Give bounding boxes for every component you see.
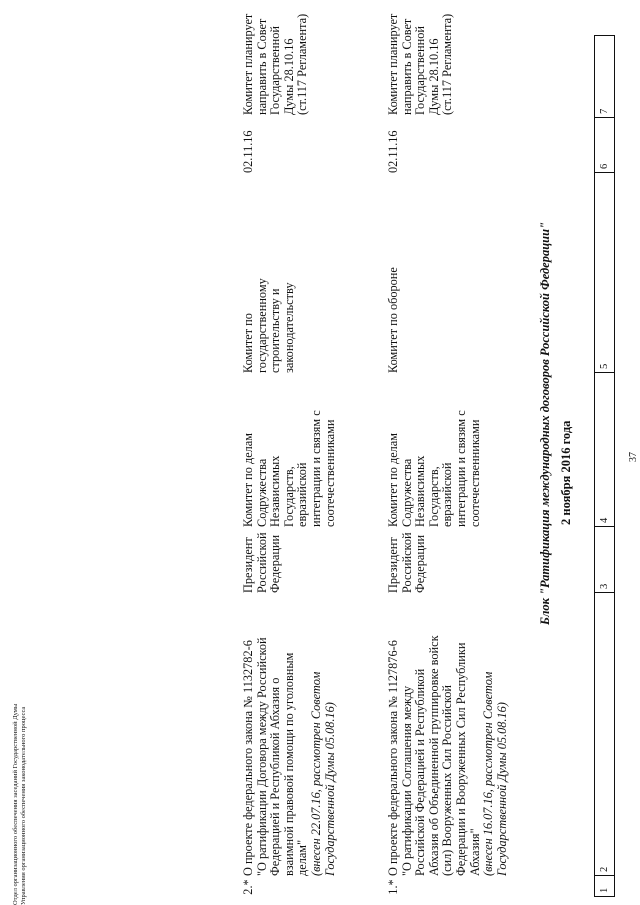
page-number: 37 [628,452,639,462]
committee-note: Комитет планирует направить в Совет Государственной Думы 28.10.16 (ст.117 Регламента) [241,13,310,115]
column-number-2: 2 [595,593,615,876]
bill-author: Президент Российской Федерации [386,532,428,593]
block-heading: Блок "Ратификация международных договоров Российской Федерации" [538,221,552,625]
footer-department: Отдел организационного обеспечения заседаний Государственной Думы Управления организационного обеспечения законодательного процесса [12,703,27,905]
bill-author: Президент Российской Федерации [241,532,283,593]
consideration-date: 02.11.16 [241,130,255,173]
responsible-committee: Комитет по обороне [386,267,400,373]
committee-note: Комитет планирует направить в Совет Государственной Думы 28.10.16 (ст.117 Регламента) [386,13,455,115]
column-number-4: 4 [595,373,615,527]
co-executor-committee: Комитет по делам Содружества Независимых Государств, евразийской интеграции и связям с соотечественниками [386,410,482,527]
date-heading: 2 ноября 2016 года [559,420,573,525]
responsible-committee: Комитет по государственному строительству и законодательству [241,278,296,373]
column-number-6: 6 [595,118,615,173]
row-number: 1.* [386,879,400,895]
bill-submission-note: (внесен 22.07.16, рассмотрен Советом [308,671,323,876]
bill-title: О проекте федерального закона № 1132782-6 "О ратификации Договора между Российской Федерацией и Республикой Абхазия о взаимной правовой помощи по уголовным делам" (внесен 22.07.16, рассмотрен Советом Государственной Думы 05.08.16) [242,616,337,876]
row-number: 2.* [241,879,255,895]
bill-submission-note: (внесен 16.07.16, рассмотрен Советом [481,671,496,876]
co-executor-committee: Комитет по делам Содружества Независимых Государств, евразийской интеграции и связям с соотечественниками [241,410,337,527]
column-number-5: 5 [595,173,615,373]
column-number-1: 1 [595,876,615,897]
column-number-header [594,35,615,897]
column-number-3: 3 [595,527,615,593]
column-number-7: 7 [595,36,615,118]
consideration-date: 02.11.16 [386,130,400,173]
bill-title: О проекте федерального закона № 1127876-6 "О ратификации Соглашения между Российской Федерацией и Республикой Абхазия об Объединенной группировке войск (сил) Вооруженных Сил Российской Федерации и Вооруженных Сил Республики Абхазия" (внесен 16.07.16, рассмотрен Советом Государственной Думы 05.08.16) [387,616,509,876]
